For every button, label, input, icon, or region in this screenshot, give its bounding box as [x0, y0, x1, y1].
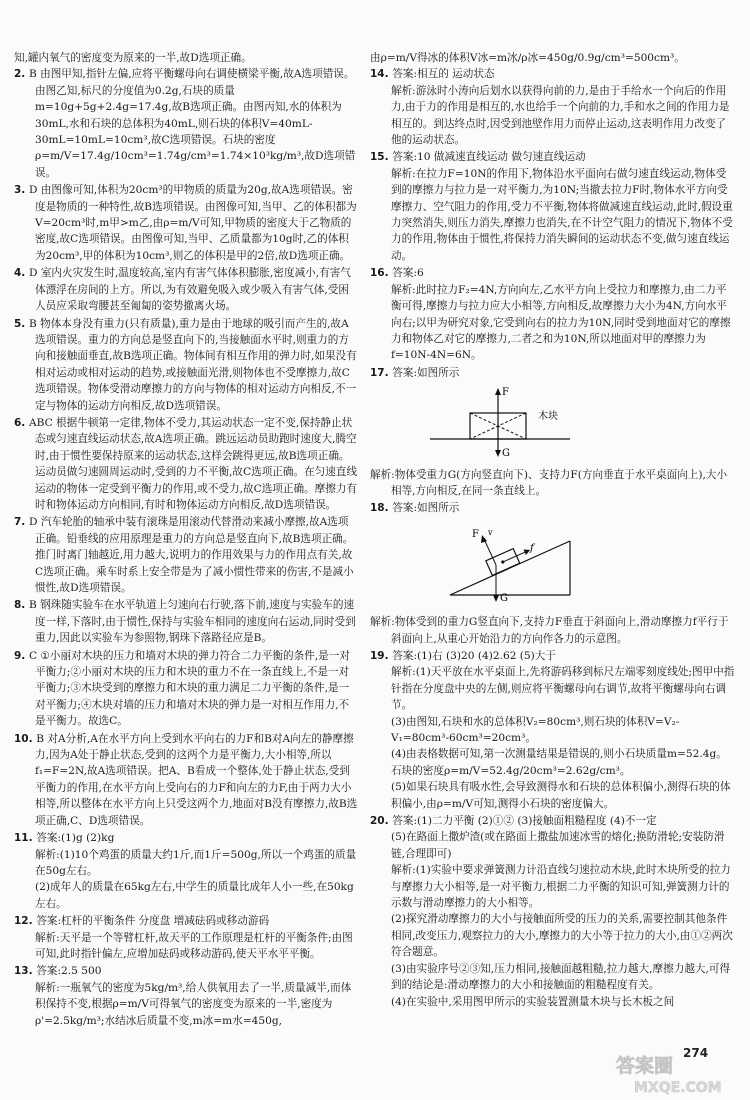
- answer-head: [370, 365, 736, 381]
- answer-item: [14, 66, 358, 181]
- question-number: 7.: [14, 516, 29, 529]
- answer-head: [14, 182, 358, 264]
- answer-explanation: [370, 763, 736, 779]
- answer-text: B 钢珠随实验车在水平轨道上匀速向右行驶,落下前,速度与实验车的速度一样,下落时,由于惯性,保持与实验车相同的速度向右运动,同时受到重力,因此以实验车为参照物,钢珠下落路径应是B。: [28, 599, 356, 645]
- fig17-force-f: F: [502, 387, 509, 399]
- fig18-friction: f: [530, 542, 534, 554]
- answer-item: [14, 597, 358, 646]
- answer-head: [370, 66, 736, 82]
- fig17-force-g: G: [502, 448, 510, 458]
- question-number: 16.: [370, 267, 393, 280]
- answer-head: [14, 648, 358, 730]
- right-intro: 由ρ=m/V得冰的体积V冰=m冰/ρ冰=450g/0.9g/cm³=500cm³。: [370, 52, 685, 64]
- answer-text: (2)探究滑动摩擦力的大小与接触面所受的压力的关系,需要控制其他条件相同,改变压力,观察拉力的大小,摩擦力的大小等于拉力的大小,由①②两次符合题意。: [391, 913, 733, 959]
- question-number: 6.: [14, 416, 29, 429]
- answer-explanation: [370, 994, 736, 1010]
- question-number: 20.: [370, 815, 393, 828]
- answer-text: B 由图甲知,指针左偏,应将平衡螺母向右调使横梁平衡,故A选项错误。由图乙知,标尺的分度值为0.2g,石块的质量m=10g+5g+2.4g=17.4g,故B选项正确。由图丙知,水的体积为30mL,水和石块的总体积为40mL,则石块的体积V=40mL-30mL=10mL=10cm³,故C选项错误。石块的密度ρ=m/V=17.4g/10cm³=1.74g/cm³=1.74×10³kg/m³,故D选项错误。: [28, 68, 356, 179]
- answer-explanation: [370, 282, 736, 364]
- answer-text: 答案:(1)g (2)kg: [36, 832, 115, 845]
- fig17-block-label: 木块: [538, 411, 558, 423]
- answer-explanation: [370, 911, 736, 960]
- page-number: 274: [683, 1046, 709, 1060]
- answer-text: 石块的密度ρ=m/V=52.4g/20cm³=2.62g/cm³。: [391, 764, 631, 777]
- answer-head: [370, 813, 736, 829]
- answer-item: [370, 365, 736, 381]
- question-number: 2.: [14, 68, 29, 81]
- answer-head: [14, 415, 358, 513]
- fig18-force-g: G: [500, 592, 508, 604]
- answer-explanation: [370, 664, 736, 713]
- answer-head: [370, 265, 736, 281]
- answer-text: 解析:(1)10个鸡蛋的质量大约1斤,而1斤=500g,所以一个鸡蛋的质量在50g左右。: [35, 848, 357, 877]
- answer-item: [370, 149, 736, 264]
- answer-head: [14, 316, 358, 414]
- answer-explanation: [370, 166, 736, 264]
- answer-text: C ①小丽对木块的压力和墙对木块的弹力符合二力平衡的条件,是一对平衡力;②小丽对木块的压力和木块的重力不在一条直线上,不是一对平衡力;③木块受到的摩擦力和木块的重力满足二力平衡的条件,是一对平衡力;④木块对墙的压力和墙对木块的弹力是一对相互作用力,不是平衡力。故选C。: [28, 649, 350, 728]
- answer-head: [370, 500, 736, 516]
- answer-text: 解析:天平是一个等臂杠杆,故天平的工作原理是杠杆的平衡条件;由图可知,此时指针偏左,应增加砝码或移动游码,使天平水平平衡。: [35, 931, 353, 960]
- answer-explanation: [370, 714, 736, 747]
- answer-head: [370, 648, 736, 664]
- svg-text:MXQE.COM: MXQE.COM: [634, 1080, 722, 1096]
- answer-text: 解析:此时拉力F₂=4N,方向向左,乙水平方向上受拉力和摩擦力,由二力平衡可得,摩擦力与拉力应大小相等,方向相反,故摩擦力大小为4N,方向水平向右;以甲为研究对象,它受到向右的拉力为10N,同时受到地面对它的摩擦力和物体乙对它的摩擦力,二者之和为10N,所以地面对甲的摩擦力为f=10N-4N=6N。: [391, 283, 731, 362]
- answer-head: [14, 731, 358, 829]
- answer-explanation: [370, 862, 736, 911]
- answer-explanation: [370, 83, 736, 149]
- answer-text: (5)如果石块具有吸水性,会导致测得水和石块的总体积偏小,测得石块的体积偏小,由ρ=m/V可知,测得小石块的密度偏大。: [391, 781, 731, 810]
- answer-explanation: [14, 930, 358, 963]
- answer-item: [370, 265, 736, 363]
- figure-17-block-forces: [370, 385, 736, 462]
- answer-explanation: [14, 879, 358, 912]
- question-number: 4.: [14, 267, 29, 280]
- question-number: 8.: [14, 599, 29, 612]
- left-intro: 知,罐内氧气的密度变为原来的一半,故D选项正确。: [14, 52, 252, 64]
- question-number: 5.: [14, 317, 29, 330]
- answer-item: [14, 913, 358, 962]
- answer-text: 答案:10 做减速直线运动 做匀速直线运动: [392, 151, 586, 164]
- answer-text: D 室内火灾发生时,温度较高,室内有害气体体积膨胀,密度减小,有害气体漂浮在房间的上方。所以,为有效避免吸入或少吸入有害气体,受困人员应采取弯腰甚至匍匐的姿势撤离火场。: [28, 267, 351, 313]
- watermark-logo: [612, 1050, 742, 1096]
- answer-item: [14, 648, 358, 730]
- answer-text: D 由图像可知,体积为20cm³的甲物质的质量为20g,故A选项错误。密度是物质的一种特性,故B选项错误。由图像可知,当甲、乙的体积都为V=20cm³时,m甲>m乙,由ρ=m/V可知,甲物质的密度大于乙物质的密度,故C选项错误。由图像可知,当甲、乙质量都为10g时,乙的体积为20cm³,甲的体积为10cm³,则乙的体积是甲的2倍,故D选项正确。: [28, 184, 357, 262]
- answer-head: [14, 830, 358, 846]
- answer-text: (2)成年人的质量在65kg左右,中学生的质量比成年人小一些,在50kg左右。: [35, 881, 354, 910]
- answer-item: [14, 731, 358, 829]
- question-number: 3.: [14, 184, 29, 197]
- answer-text: 解析:(1)天平放在水平桌面上,先将游码移到标尺左端零刻度线处;图甲中指针指在分度盘中央的左侧,则应将平衡螺母向右调节,故将平衡螺母向右调节。: [391, 666, 735, 712]
- answer-item: [370, 813, 736, 1010]
- answer-text: 答案:2.5 500: [36, 965, 102, 978]
- answer-text: (3)由图知,石块和水的总体积V₂=80cm³,则石块的体积V=V₂-V₁=80cm³-60cm³=20cm³。: [391, 715, 680, 744]
- answer-text: 解析:物体受到的重力G竖直向下,支持力F垂直于斜面向上,滑动摩擦力f平行于斜面向上,从重心开始沿力的方向作各力的示意图。: [370, 616, 729, 645]
- answer-item: [14, 265, 358, 314]
- answer-head: [14, 913, 358, 929]
- answer-text: 答案:如图所示: [392, 366, 460, 379]
- question-number: 14.: [370, 68, 393, 81]
- answer-head: [370, 149, 736, 165]
- answer-text: 答案:6: [392, 267, 424, 280]
- answer-text: 答案:杠杆的平衡条件 分度盘 增减砝码或移动游码: [36, 915, 270, 928]
- answer-text: (4)在实验中,采用图甲所示的实验装置测量木块与长木板之间: [391, 995, 675, 1008]
- answer-head: [370, 467, 736, 500]
- question-number: 11.: [14, 832, 37, 845]
- answer-text: D 汽车轮胎的轴承中装有滚珠是用滚动代替滑动来减小摩擦,故A选项正确。铅垂线的应用原理是重力的方向总是竖直向下,故B选项正确。推门时离门轴越近,用力越大,说明力的作用效果与力的作用点有关,故C选项正确。乘车时系上安全带是为了减小惯性带来的伤害,不是减小惯性,故D选项错误。: [28, 516, 354, 594]
- right-answer-list: [370, 66, 736, 1010]
- answer-text: ABC 根据牛顿第一定律,物体不受力,其运动状态一定不变,保持静止状态或匀速直线运动状态,故A选项正确。跳远运动员助跑时速度大,腾空时,由于惯性要保持原来的运动状态,这样会跳得更远,故B选项正确。运动员做匀速圆周运动时,受到的力不平衡,故C选项正确。在匀速直线运动的物体一定受到平衡力的作用,或不受力,故C选项正确。摩擦力有时和物体运动方向相同,有时和物体运动方向相反,故D选项错误。: [28, 416, 358, 511]
- answer-item: [370, 648, 736, 812]
- answer-explanation: [370, 746, 736, 762]
- answer-item: [14, 415, 358, 513]
- answer-explanation: [14, 847, 358, 880]
- figure-18-incline-forces: [370, 521, 736, 610]
- answer-text: (3)由实验序号②③知,压力相同,接触面越粗糙,拉力越大,摩擦力越大,可得到的结论是:滑动摩擦力的大小和接触面的粗糙程度有关。: [391, 962, 731, 992]
- fig18-velocity: v: [488, 527, 493, 537]
- answer-text: 答案:如图所示: [392, 502, 460, 515]
- answer-head: [14, 514, 358, 596]
- question-number: 12.: [14, 915, 37, 928]
- answer-text: 解析:游泳时小涛向后划水以获得向前的力,是由于手给水一个向后的作用力,由于力的作用是相互的,水也给手一个向前的力,手和水之间的作用力是相互的。到达终点时,因受到池壁作用力而停止运动,这表明作用力改变了他的运动状态。: [391, 84, 730, 147]
- answer-text: 答案:相互的 运动状态: [392, 68, 495, 81]
- answer-item: [14, 963, 358, 1029]
- answer-item: [370, 614, 736, 647]
- answer-text: (4)由表格数据可知,第一次测量结果是错误的,则小石块质量m=52.4g。: [391, 748, 727, 761]
- question-number: 15.: [370, 151, 393, 164]
- answer-head: [370, 614, 736, 647]
- answer-item: [14, 316, 358, 414]
- question-number: 13.: [14, 965, 37, 978]
- answer-text: 解析:在拉力F=10N的作用下,物体沿水平面向右做匀速直线运动,物体受到的摩擦力与拉力是一对平衡力,为10N;当撤去拉力F时,物体水平方向受摩擦力、空气阻力的作用,受力不平衡,物体将做减速直线运动,此时,假设重力突然消失,则压力消失,摩擦力也消失,在不计空气阻力的情况下,物体不受力的作用,物体由于惯性,将保持力消失瞬间的运动状态不变,做匀速直线运动。: [391, 167, 733, 262]
- answer-item: [14, 830, 358, 912]
- answer-text: 答案:(1)右 (3)20 (4)2.62 (5)大于: [392, 649, 556, 662]
- svg-text:答案圈: 答案圈: [616, 1055, 674, 1077]
- answer-item: [370, 66, 736, 148]
- question-number: 19.: [370, 649, 393, 662]
- answer-explanation: [370, 779, 736, 812]
- answer-head: [14, 597, 358, 646]
- answer-text: B 物体本身没有重力(只有质量),重力是由于地球的吸引而产生的,故A选项错误。重力的方向总是竖直向下的,当接触面水平时,则重力的方向和接触面垂直,故B选项正确。物体间有相互作用的弹力时,如果没有相对运动或相对运动的趋势,或接触面光滑,则物体也不受摩擦力,故C选项错误。物体受滑动摩擦力的方向与物体的相对运动方向相反,不一定与物体的运动方向相反,故D选项错误。: [28, 317, 357, 412]
- question-number: 10.: [14, 732, 37, 745]
- answer-explanation: [370, 829, 736, 862]
- answer-text: B 对A分析,A在水平方向上受到水平向右的力F和B对A向左的静摩擦力,因为A处于静止状态,受到的这两个力是平衡力,大小相等,所以f₁=F=2N,故A选项错误。把A、B看成一个整体,处于静止状态,受到平衡力的作用,在水平方向上受向右的力F和向左的力F,由于两力大小相等,所以整体在水平方向上只受这两个力,地面对B没有摩擦力,故B选项正确,C、D选项错误。: [35, 732, 358, 827]
- answer-item: [14, 182, 358, 264]
- left-column: [14, 50, 358, 1030]
- answer-text: 解析:一瓶氧气的密度为5kg/m³,给人供氧用去了一半,质量减半,而体积保持不变,根据ρ=m/V可得氧气的密度变为原来的一半,密度为ρ'=2.5kg/m³;水结冰后质量不变,m冰=m水=450g,: [35, 981, 352, 1027]
- answer-item: [370, 500, 736, 516]
- fig18-force-f: F: [472, 528, 479, 540]
- answer-item: [370, 467, 736, 500]
- question-number: 18.: [370, 502, 393, 515]
- answer-text: 解析:物体受重力G(方向竖直向下)、支持力F(方向垂直于水平桌面向上),大小相等,方向相反,在同一条直线上。: [370, 468, 728, 497]
- answer-head: [14, 66, 358, 181]
- question-number: 17.: [370, 366, 393, 379]
- right-column: [370, 50, 736, 1011]
- question-number: 9.: [14, 649, 29, 662]
- answer-text: 解析:(1)实验中要求弹簧测力计沿直线匀速拉动木块,此时木块所受的拉力与摩擦力大小相等,是一对平衡力,根据二力平衡的知识可知,弹簧测力计的示数与滑动摩擦力的大小相等。: [391, 864, 731, 910]
- answer-explanation: [14, 980, 358, 1029]
- answer-item: [14, 514, 358, 596]
- answer-text: (5)在路面上撒炉渣(或在路面上撒盐加速冰雪的熔化;换防滑轮;安装防滑链,合理即可): [391, 831, 725, 860]
- answer-text: 答案:(1)二力平衡 (2)①② (3)接触面粗糙程度 (4)不一定: [392, 815, 657, 828]
- answer-head: [14, 963, 358, 979]
- answer-explanation: [370, 961, 736, 994]
- answer-head: [14, 265, 358, 314]
- left-answer-list: [14, 66, 358, 1029]
